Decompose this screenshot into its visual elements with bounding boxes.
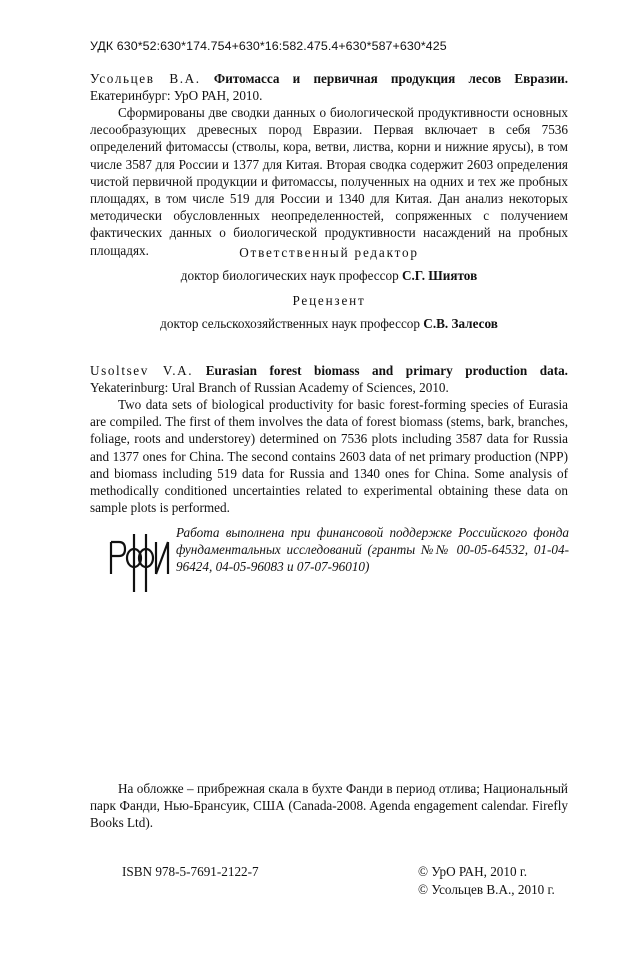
rffi-logo-icon	[108, 528, 170, 598]
en-abstract: Two data sets of biological productivity for basic forest-forming species of Eurasia are compiled. The first of them involves the data of forest biomass (stems, bark, branches, foliage, roots and understorey) determined on 7536 plots including 3587 data for Russia and 1377 ones for China. The second contains 2603 data of net primary production (NPP) and biomass including 519 data for Russia and 1340 ones for China. Some analysis of methodically conditioned uncertainties related to experimental obtaining these data on sample plots is performed.	[90, 397, 568, 516]
ru-author: Усольцев В.А.	[90, 71, 201, 86]
en-title: Eurasian forest biomass and primary production data.	[205, 363, 568, 378]
en-author: Usoltsev V.A.	[90, 363, 194, 378]
en-publisher: Yekaterinburg: Ural Branch of Russian Academy of Sciences, 2010.	[90, 380, 449, 396]
en-bibliographic-reference	[90, 362, 568, 396]
reviewer-heading: Рецензент	[292, 293, 366, 308]
copyright-publisher: © УрО РАН, 2010 г.	[418, 864, 528, 879]
cover-note: На обложке – прибрежная скала в бухте Фанди в период отлива; Национальный парк Фанди, Нью-Брансуик, США (Canada-2008. Agenda engagement calendar. Firefly Books Ltd).	[90, 781, 568, 831]
copyright-author: © Усольцев В.А., 2010 г.	[418, 882, 555, 897]
udk-code: УДК 630*52:630*174.754+630*16:582.475.4+630*587+630*425	[90, 39, 447, 53]
editor-name: С.Г. Шиятов	[401, 268, 478, 283]
editor-heading: Ответственный редактор	[239, 245, 419, 260]
ru-abstract: Сформированы две сводки данных о биологической продуктивности основных лесообразующих древесных пород Евразии. Первая включает в себя 7536 определений фитомассы (стволы, кора, ветви, листва, корни и нижние ярусы), в том числе 3587 для России и 1377 для Китая. Вторая сводка содержит 2603 определения чистой первичной продукции и фитомассы, полученных на одних и тех же пробных площадях, в том числе 519 для России и 1340 для Китая. Дан анализ некоторых методически обусловленных неопределенностей, сопряженных с получением фактических данных о биологической продуктивности насаждений на пробных площадях.	[90, 105, 568, 258]
editor-degree: доктор биологических наук профессор	[180, 268, 399, 283]
ru-bibliographic-reference	[90, 70, 568, 104]
ru-title: Фитомасса и первичная продукция лесов Евразии.	[213, 71, 568, 86]
reviewer-line	[90, 316, 568, 332]
reviewer-name: С.В. Залесов	[423, 316, 498, 331]
grant-note: Работа выполнена при финансовой поддержке Российского фонда фундаментальных исследований (гранты №№ 00-05-64532, 01-04-96424, 04-05-96083 и 07-07-96010)	[176, 525, 569, 575]
editor-line	[90, 268, 568, 284]
isbn: ISBN 978-5-7691-2122-7	[122, 864, 259, 879]
ru-publisher: Екатеринбург: УрО РАН, 2010.	[90, 88, 263, 104]
reviewer-degree: доктор сельскохозяйственных наук профессор	[160, 316, 420, 331]
